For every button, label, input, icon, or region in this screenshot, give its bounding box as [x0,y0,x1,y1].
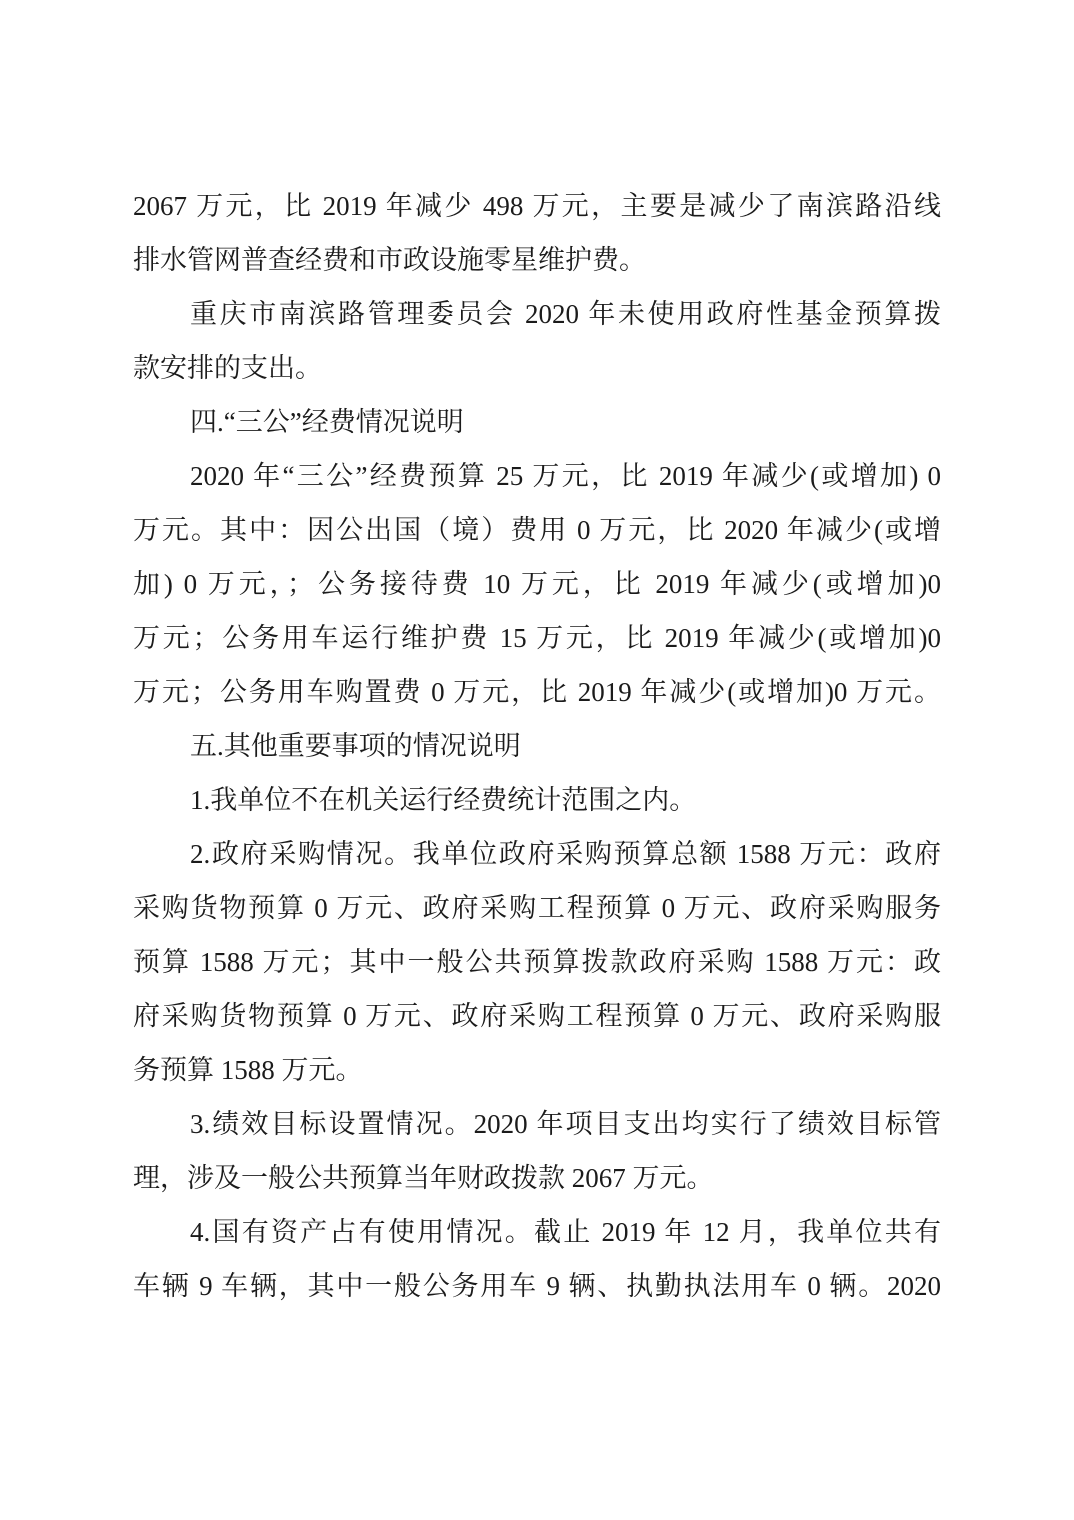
item-2-government-procurement [133,827,941,1097]
heading-section-4-three-public-expenses [133,395,941,449]
text-line: 预算 1588 万元；其中一般公共预算拨款政府采购 1588 万元：政 [133,947,941,977]
text-line: 3.绩效目标设置情况。2020 年项目支出均实行了绩效目标管 [190,1109,941,1139]
text-line: 1.我单位不在机关运行经费统计范围之内。 [190,785,697,815]
text-line: 加) 0 万元，；公务接待费 10 万元，比 2019 年减少(或增加)0 [133,569,941,599]
text-line: 2067 万元，比 2019 年减少 498 万元，主要是减少了南滨路沿线 [133,191,941,221]
text-line: 府采购货物预算 0 万元、政府采购工程预算 0 万元、政府采购服 [133,1001,941,1031]
item-4-state-owned-assets [133,1205,941,1313]
text-line: 万元；公务用车购置费 0 万元，比 2019 年减少(或增加)0 万元。 [133,677,941,707]
text-line: 2.政府采购情况。我单位政府采购预算总额 1588 万元：政府 [190,839,941,869]
text-line: 五.其他重要事项的情况说明 [190,731,521,761]
text-line: 万元。其中：因公出国（境）费用 0 万元，比 2020 年减少(或增 [133,515,941,545]
text-line: 理，涉及一般公共预算当年财政拨款 2067 万元。 [133,1163,714,1193]
text-line: 万元；公务用车运行维护费 15 万元，比 2019 年减少(或增加)0 [133,623,941,653]
text-line: 款安排的支出。 [133,353,322,383]
text-line: 车辆 9 车辆，其中一般公务用车 9 辆、执勤执法用车 0 辆。2020 [133,1271,941,1301]
heading-section-5-other-important-matters [133,719,941,773]
text-line: 四.“三公”经费情况说明 [190,407,464,437]
three-public-expenses-details [133,449,941,719]
item-3-performance-targets [133,1097,941,1205]
text-line: 采购货物预算 0 万元、政府采购工程预算 0 万元、政府采购服务 [133,893,941,923]
text-line: 务预算 1588 万元。 [133,1055,363,1085]
text-line: 重庆市南滨路管理委员会 2020 年未使用政府性基金预算拨 [190,299,941,329]
text-line: 2020 年“三公”经费预算 25 万元，比 2019 年减少(或增加) 0 [190,461,941,491]
gov-fund-budget-note [133,287,941,395]
text-line: 4.国有资产占有使用情况。截止 2019 年 12 月，我单位共有 [190,1217,941,1247]
document-content [133,179,941,1313]
continuation-budget-decrease [133,179,941,287]
item-1-operating-expense-scope [133,773,941,827]
text-line: 排水管网普查经费和市政设施零星维护费。 [133,245,646,275]
